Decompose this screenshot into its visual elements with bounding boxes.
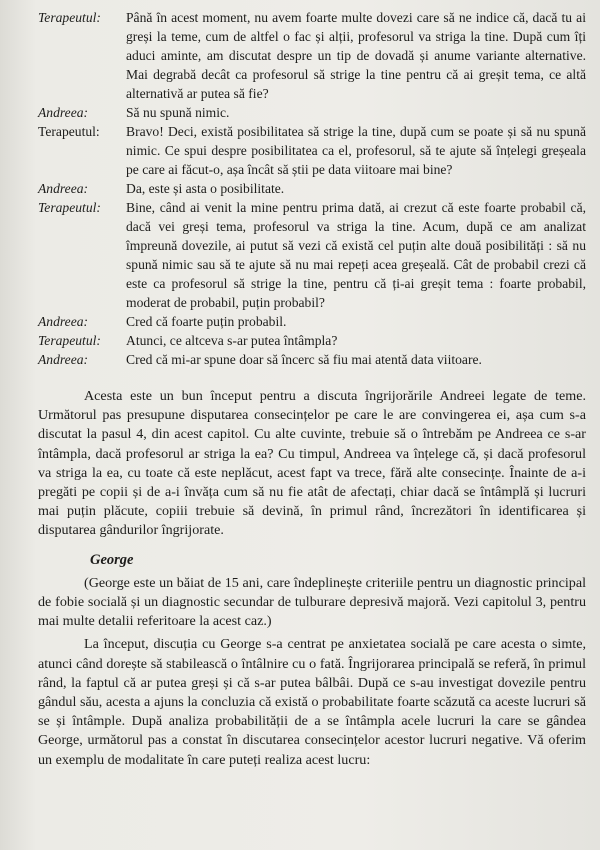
speaker-label: Andreea: xyxy=(38,105,89,120)
body-text xyxy=(38,387,586,770)
speech-text: Cred că foarte puțin probabil. xyxy=(126,314,287,329)
section-heading-george: George xyxy=(90,551,134,568)
speech-text: Până în acest moment, nu avem foarte multe dovezi care să ne indice că, dacă tu ai greși la teme, cum de altfel o fac și alții, profesorul va striga la tine. După cum îți aduci aminte, am discutat despre un tip de dovadă și anume variante alternative. Mai degrabă decât ca profesorul să strige la tine pentru că ai greșit tema, ce altă alternativă ar putea să fie? xyxy=(126,10,586,101)
speech-text: Da, este și asta o posibilitate. xyxy=(126,181,285,196)
speaker-label: Terapeutul: xyxy=(38,200,101,215)
dialogue-turn xyxy=(38,103,586,122)
speech-text: Bravo! Deci, există posibilitatea să strige la tine, după cum se poate și să nu spună nimic. Ce spui despre posibilitatea ca el, profesorul, să te ajute să înțelegi greșeala pe care ai făcut-o, așa încât să știi pe data viitoare mai bine? xyxy=(126,124,586,177)
dialogue-turn xyxy=(38,8,586,103)
dialogue-turn xyxy=(38,350,586,369)
paragraph-george-body: La început, discuția cu George s-a centrat pe anxietatea socială pe care acesta o simte, atunci când dorește să stabilească o întâlnire cu o fată. Îngrijorarea principală se referă, în primul rând, la faptul că ar putea greși și că s-ar putea bâlbâi. După ce s-au investigat dovezile pentru gândul său, acesta a ajuns la concluzia că există o probabilitate foarte scăzută ca aceste lucruri să se și întâmple. După analiza probabilității de a se întâmpla acele lucruri la care se gândea George, următorul pas a constat în discutarea consecințelor acestor lucruri negative. Vă oferim un exemplu de modalitate în care puteți realiza acest lucru: xyxy=(38,636,586,768)
dialogue-turn xyxy=(38,122,586,179)
speaker-label: Andreea: xyxy=(38,181,89,196)
speech-text: Cred că mi-ar spune doar să încerc să fiu mai atentă data viitoare. xyxy=(126,352,482,367)
dialogue-turn xyxy=(38,179,586,198)
speaker-label: Andreea: xyxy=(38,314,89,329)
dialogue-turn xyxy=(38,198,586,312)
speaker-label: Terapeutul: xyxy=(38,333,101,348)
paragraph-george-intro: (George este un băiat de 15 ani, care îndeplinește criteriile pentru un diagnostic principal de fobie socială și un diagnostic secundar de tulburare depresivă majoră. Vezi capitolul 3, pentru mai multe detalii referitoare la acest caz.) xyxy=(38,574,586,630)
dialogue-turn xyxy=(38,312,586,331)
speaker-label: Terapeutul: xyxy=(38,10,101,25)
speech-text: Atunci, ce altceva s-ar putea întâmpla? xyxy=(126,333,338,348)
paragraph-andreea-summary: Acesta este un bun început pentru a discuta îngrijorările Andreei legate de teme. Următorul pas presupune disputarea consecințelor pe care le are convingerea ei, așa cum s-a discutat la pasul 4, din acest capitol. Cu alte cuvinte, trebuie să o întrebăm pe Andreea ce s-ar întâmpla, dacă profesorul ar striga la ea? Cu timpul, Andreea va înțelege că, și dacă profesorul va striga la ea, cu toate că este neplăcut, acest fapt va trece, fără alte consecințe. Înainte de a-i pregăti pe copii și de a-i învăța cum să nu fie atât de afectați, chiar dacă se întâmplă și lucruri mai puțin plăcute, copiii trebuie să devină, în primul rând, încrezători în identificarea și disputarea gândurilor îngrijorate. xyxy=(38,388,586,539)
speech-text: Să nu spună nimic. xyxy=(126,105,230,120)
speaker-label: Terapeutul: xyxy=(38,124,100,139)
dialogue-turn xyxy=(38,331,586,350)
speech-text: Bine, când ai venit la mine pentru prima dată, ai crezut că este foarte probabil că, dacă vei greși tema, profesorul va striga la tine. Acum, după ce am analizat împreună dovezile, ai putut să vezi că există cel puțin alte două posibilități : să nu spună nimic sau să te ajute să nu mai repeți acea greșeală. Cât de probabil crezi că este ca profesorul să strige la tine, pentru că ți-ai greșit tema : foarte probabil, moderat de probabil, puțin probabil? xyxy=(126,200,586,310)
therapy-dialogue xyxy=(38,8,586,369)
speaker-label: Andreea: xyxy=(38,352,89,367)
